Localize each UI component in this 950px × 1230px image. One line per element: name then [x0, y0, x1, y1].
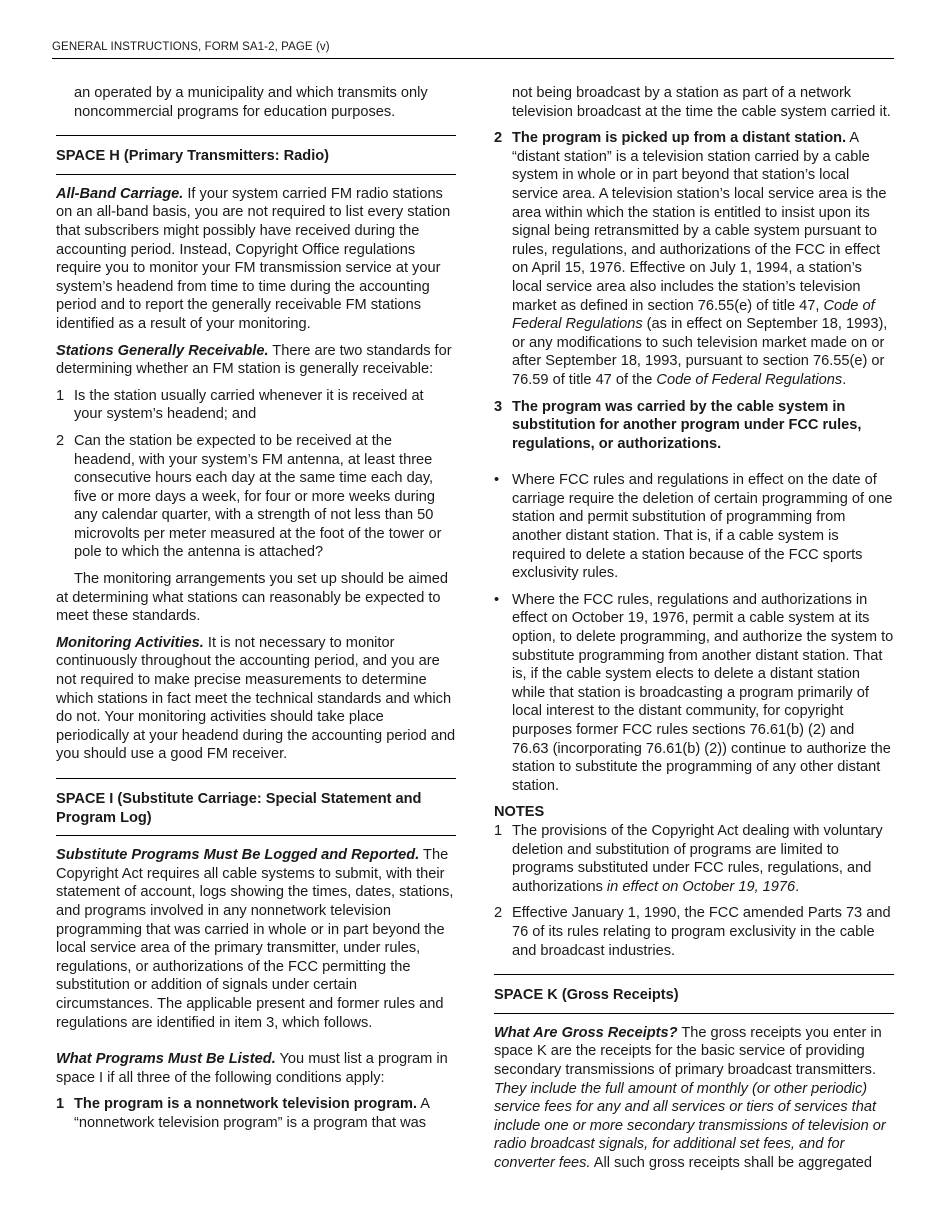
condition-item-3 [494, 398, 894, 454]
condition-text: A “distant station” is a television station carried by a cable system in whole or in part beyond that station’s local service area. A television station’s local service area is the area within which the station is entitled to insist upon its signal being retransmitted by a cable system pursuant to rules, regulations, and authorizations of the FCC in effect on April 15, 1976. Effective on July 1, 1994, a station’s local service area also includes the station’s television market as defined in section 76.55(e) of title 47, [512, 130, 887, 314]
bullet-text: Where FCC rules and regulations in effect on the date of carriage require the deletion of certain programming of one station and permit substitution of programming from another distant station. That is, if a cable system is required to delete a station because of the FCC sports exclusivity rules. [512, 472, 893, 582]
condition-lead: The program is picked up from a distant station. [512, 130, 847, 147]
what-programs-lead: What Programs Must Be Listed. [56, 1051, 276, 1068]
bullet-text: Where the FCC rules, regulations and authorizations in effect on October 19, 1976, permit a cable system at its option, to delete programming, and authorize the system to substitute programming from another distant station. That is, if the cable system elects to delete a distant station while that station is broadcasting a program primarily of local interest to the distant community, for copyright purposes former FCC rules sections 76.61(b) (2) and 76.63 (incorporating 76.61(b) (2)) continue to authorize the station to substitute the programming of any other distant station. [512, 591, 894, 794]
standard-item-1 [56, 387, 456, 424]
space-i-heading: SPACE I (Substitute Carriage: Special Statement and Program Log) [56, 778, 456, 836]
gross-receipts-italic-text: They include the full amount of monthly (or other periodic) service fees for any and all services or tiers of services that include one or more secondary transmissions of television or radio broadcast signals, for additional set fees, and for converter fees. [494, 1080, 886, 1171]
monitoring-activities-paragraph [56, 634, 456, 764]
cfr-title: Code of Federal Regulations [512, 297, 875, 333]
stations-receivable-paragraph [56, 342, 456, 379]
all-band-carriage-text: If your system carried FM radio stations on an all-band basis, you are not required to list every station that subscribers might possibly have received during the accounting period. Instead, Copyright Office regulations require you to monitor your FM transmission service at your system’s headend from time to time during the accounting period and to report the generally receivable FM stations identified as a result of your monitoring. [56, 185, 451, 332]
all-band-carriage-lead: All-Band Carriage. [56, 185, 184, 202]
substitute-programs-lead: Substitute Programs Must Be Logged and Reported. [56, 847, 420, 864]
bullet-item-1 [494, 471, 894, 583]
monitoring-activities-text: It is not necessary to monitor continuously throughout the accounting period, and you are not required to make precise measurements to determine which stations in fact meet the technical standards and which do not. Your monitoring activities should take place periodically at your headend during the accounting period and you should use a good FM receiver. [56, 634, 456, 763]
stations-receivable-text: There are two standards for determining whether an FM station is generally receivable: [56, 342, 452, 378]
continued-paragraph: not being broadcast by a station as part of a network television broadcast at the time the cable system carried it. [512, 85, 891, 120]
left-column [56, 84, 456, 1133]
item-number: 1 [494, 822, 503, 839]
substitute-programs-paragraph [56, 846, 456, 1032]
condition-text: (as in effect on September 18, 1993), or any modifications to such television market made on or after September 18, 1993, pursuant to section 76.55(e) or 76.59 of title 47 of the [512, 316, 888, 388]
monitoring-arrangements-paragraph: The monitoring arrangements you set up should be aimed at determining what stations can reasonably be expected to meet these standards. [56, 571, 448, 625]
note-text: Effective January 1, 1990, the FCC amended Parts 73 and 76 of its rules relating to program exclusivity in the cable and broadcast industries. [512, 905, 891, 959]
notes-heading: NOTES [494, 804, 545, 821]
item-text: Can the station be expected to be received at the headend, with your system’s FM antenna, at least three consecutive hours each day at the same time each day, five or more days a week, for four or more weeks during any calendar quarter, with a strength of not less than 50 microvolts per meter measured at the foot of the tower or pole to which the antenna is attached? [74, 432, 442, 561]
page-header: GENERAL INSTRUCTIONS, FORM SA1-2, PAGE (v) [52, 41, 894, 59]
item-number: 2 [56, 432, 65, 449]
note-item-2 [494, 904, 894, 960]
condition-item-1 [56, 1095, 456, 1132]
gross-receipts-paragraph [494, 1024, 894, 1173]
item-number: 1 [56, 387, 65, 404]
space-k-heading: SPACE K (Gross Receipts) [494, 974, 894, 1014]
standard-item-2 [56, 432, 456, 562]
item-number: 2 [494, 130, 503, 147]
gross-receipts-lead: What Are Gross Receipts? [494, 1024, 678, 1041]
bullet-item-2 [494, 591, 894, 796]
item-number: 1 [56, 1096, 65, 1113]
condition-text: A “nonnetwork television program” is a program that was [74, 1096, 430, 1131]
note-text: The provisions of the Copyright Act dealing with voluntary deletion and substitution of programs are limited to programs substituted under FCC rules, regulations, and authorizations [512, 822, 883, 895]
condition-lead: The program was carried by the cable system in substitution for another program under FCC rules, regulations, or authorizations. [512, 398, 862, 452]
cfr-title: Code of Federal Regulations [656, 371, 843, 388]
stations-receivable-lead: Stations Generally Receivable. [56, 342, 269, 359]
right-column [494, 84, 894, 1172]
item-number: 2 [494, 905, 503, 922]
bullet-icon: • [494, 472, 500, 489]
item-number: 3 [494, 398, 503, 415]
substitute-programs-text: The Copyright Act requires all cable systems to submit, with their statement of account, logs showing the times, dates, stations, and programs involved in any nonnetwork television programming that was carried in whole or in part beyond the local service area of the primary transmitter, under rules, regulations, or authorizations of the FCC permitting the substitution or addition of signals under certain circumstances. The applicable present and former rules and regulations are identified in item 3, which follows. [56, 847, 454, 1031]
what-programs-text: You must list a program in space I if all three of the following conditions apply: [56, 1051, 448, 1086]
gross-receipts-text: All such gross receipts shall be aggregated [590, 1154, 873, 1171]
condition-lead: The program is a nonnetwork television program. [74, 1096, 418, 1113]
continued-paragraph: an operated by a municipality and which transmits only noncommercial programs for education purposes. [74, 85, 428, 120]
gross-receipts-text: The gross receipts you enter in space K are the receipts for the basic service of providing secondary transmissions of primary broadcast transmitters. [494, 1024, 882, 1078]
what-programs-paragraph [56, 1050, 456, 1087]
all-band-carriage-paragraph [56, 185, 456, 334]
condition-item-2 [494, 129, 894, 389]
monitoring-activities-lead: Monitoring Activities. [56, 634, 204, 651]
note-italic-text: in effect on October 19, 1976 [606, 878, 796, 895]
note-item-1 [494, 822, 894, 896]
bullet-icon: • [494, 591, 500, 608]
space-h-heading: SPACE H (Primary Transmitters: Radio) [56, 135, 456, 175]
item-text: Is the station usually carried whenever it is received at your system’s headend; and [74, 387, 424, 423]
punctuation: . [795, 878, 800, 895]
punctuation: . [842, 371, 847, 388]
